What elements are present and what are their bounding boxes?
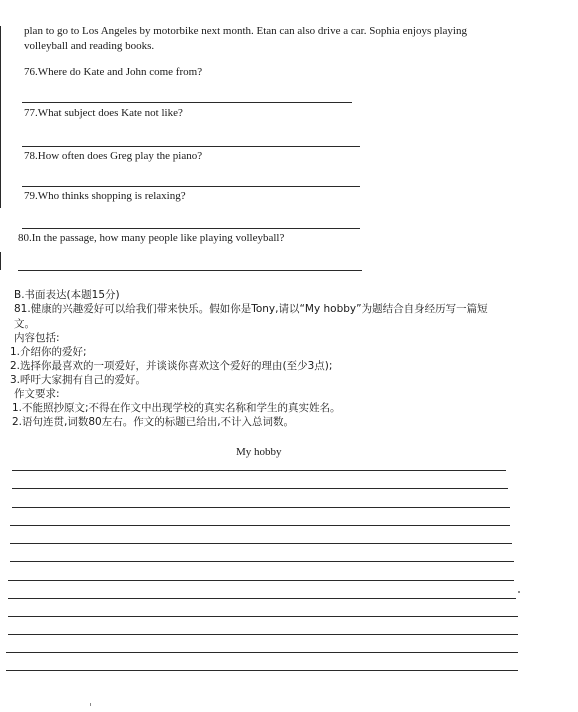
question-80: 80.In the passage, how many people like playing volleyball?	[18, 232, 285, 244]
essay-line[interactable]	[6, 652, 518, 653]
scan-speck	[518, 591, 520, 593]
essay-line[interactable]	[10, 543, 512, 544]
content-item-2: 2.选择你最喜欢的一项爱好，并谈谈你喜欢这个爱好的理由(至少3点);	[10, 360, 333, 372]
essay-line[interactable]	[8, 598, 516, 599]
essay-line[interactable]	[12, 470, 506, 471]
essay-line[interactable]	[12, 507, 510, 508]
essay-line[interactable]	[8, 616, 518, 617]
essay-title: My hobby	[236, 446, 282, 458]
requirements-heading: 作文要求:	[14, 388, 60, 400]
content-heading: 内容包括:	[14, 332, 60, 344]
essay-line[interactable]	[10, 561, 514, 562]
essay-line[interactable]	[12, 488, 508, 489]
question-77: 77.What subject does Kate not like?	[24, 107, 183, 119]
answer-line-78[interactable]	[22, 186, 360, 187]
answer-line-76[interactable]	[22, 102, 352, 103]
section-b-heading: B.书面表达(本题15分)	[14, 289, 120, 301]
margin-bracket	[0, 26, 1, 208]
content-item-1: 1.介绍你的爱好;	[10, 346, 87, 358]
writing-prompt: 81.健康的兴趣爱好可以给我们带来快乐。假如你是Tony,请以“My hobby”为题结合自身经历写一篇短	[14, 303, 488, 315]
essay-line[interactable]	[6, 670, 518, 671]
essay-line[interactable]	[8, 580, 514, 581]
essay-line[interactable]	[8, 634, 518, 635]
requirement-2: 2.语句连贯,词数80左右。作文的标题已给出,不计入总词数。	[12, 416, 295, 428]
content-item-3: 3.呼吁大家拥有自己的爱好。	[10, 374, 147, 386]
margin-tick	[0, 252, 1, 270]
passage-line: plan to go to Los Angeles by motorbike next month. Etan can also drive a car. Sophia enjoys playing	[24, 25, 467, 37]
answer-line-77[interactable]	[22, 146, 360, 147]
essay-line[interactable]	[10, 525, 510, 526]
writing-prompt-cont: 文。	[14, 318, 35, 330]
passage-line: volleyball and reading books.	[24, 40, 155, 52]
question-78: 78.How often does Greg play the piano?	[24, 150, 203, 162]
scan-speck	[90, 703, 91, 706]
answer-line-80[interactable]	[18, 270, 362, 271]
requirement-1: 1.不能照抄原文;不得在作文中出现学校的真实名称和学生的真实姓名。	[12, 402, 341, 414]
answer-line-79[interactable]	[22, 228, 360, 229]
question-76: 76.Where do Kate and John come from?	[24, 66, 203, 78]
question-79: 79.Who thinks shopping is relaxing?	[24, 190, 186, 202]
